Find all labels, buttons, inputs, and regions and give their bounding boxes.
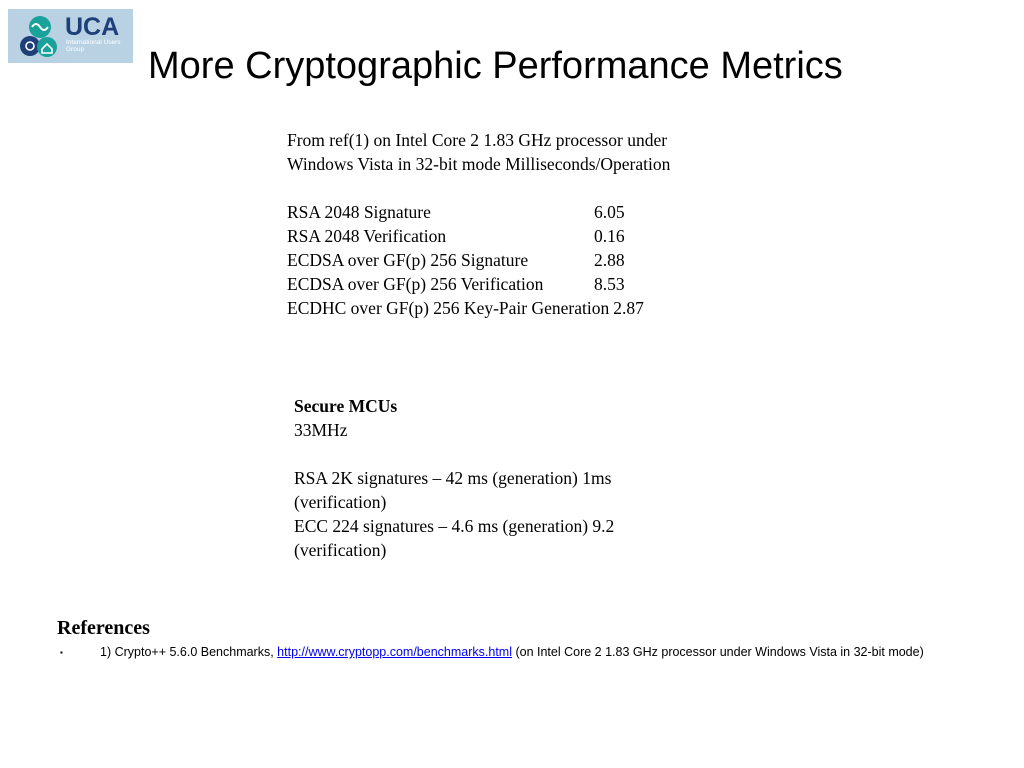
metrics-intro-line-2: Windows Vista in 32-bit mode Milliseconds/Operation bbox=[287, 154, 671, 174]
metric-name: RSA 2048 Verification bbox=[287, 226, 447, 246]
mcu-line: (verification) bbox=[294, 540, 387, 560]
metric-value: 2.88 bbox=[594, 250, 625, 270]
logo-subtitle: International Users Group bbox=[66, 39, 121, 53]
references-list bbox=[60, 644, 960, 661]
metric-row bbox=[287, 224, 757, 248]
mcu-line: RSA 2K signatures – 42 ms (generation) 1ms bbox=[294, 468, 612, 488]
metric-value: 0.16 bbox=[594, 226, 625, 246]
metric-value: 6.05 bbox=[594, 202, 625, 222]
reference-prefix: 1) Crypto++ 5.6.0 Benchmarks, bbox=[100, 645, 278, 659]
metric-name: ECDSA over GF(p) 256 Verification bbox=[287, 274, 544, 294]
secure-mcu-block bbox=[294, 394, 694, 562]
metric-row bbox=[287, 248, 757, 272]
metric-name: ECDHC over GF(p) 256 Key-Pair Generation bbox=[287, 298, 610, 318]
mcu-line: (verification) bbox=[294, 492, 387, 512]
metrics-intro-line-1: From ref(1) on Intel Core 2 1.83 GHz processor under bbox=[287, 130, 668, 150]
reference-text bbox=[100, 644, 960, 661]
mcu-frequency: 33MHz bbox=[294, 420, 348, 440]
uca-logo bbox=[8, 9, 133, 63]
metric-name: ECDSA over GF(p) 256 Signature bbox=[287, 250, 529, 270]
reference-link[interactable]: http://www.cryptopp.com/benchmarks.html bbox=[277, 645, 512, 659]
logo-brand: UCA bbox=[65, 13, 120, 41]
logo-home-circle bbox=[37, 37, 57, 57]
metric-row bbox=[287, 200, 757, 224]
mcu-line: ECC 224 signatures – 4.6 ms (generation) 9.2 bbox=[294, 516, 615, 536]
references-heading: References bbox=[57, 617, 150, 639]
metric-name: RSA 2048 Signature bbox=[287, 202, 431, 222]
metric-value: 8.53 bbox=[594, 274, 625, 294]
logo-left-circle bbox=[20, 36, 40, 56]
mcu-heading: Secure MCUs bbox=[294, 396, 398, 416]
metric-row bbox=[287, 296, 757, 320]
reference-item bbox=[60, 644, 960, 661]
square-bullet-icon: ▪ bbox=[60, 648, 63, 657]
slide-title: More Cryptographic Performance Metrics bbox=[148, 45, 843, 87]
metric-row bbox=[287, 272, 757, 296]
metric-value: 2.87 bbox=[613, 298, 644, 318]
reference-suffix: (on Intel Core 2 1.83 GHz processor under Windows Vista in 32-bit mode) bbox=[511, 645, 924, 659]
performance-metrics bbox=[287, 128, 757, 320]
